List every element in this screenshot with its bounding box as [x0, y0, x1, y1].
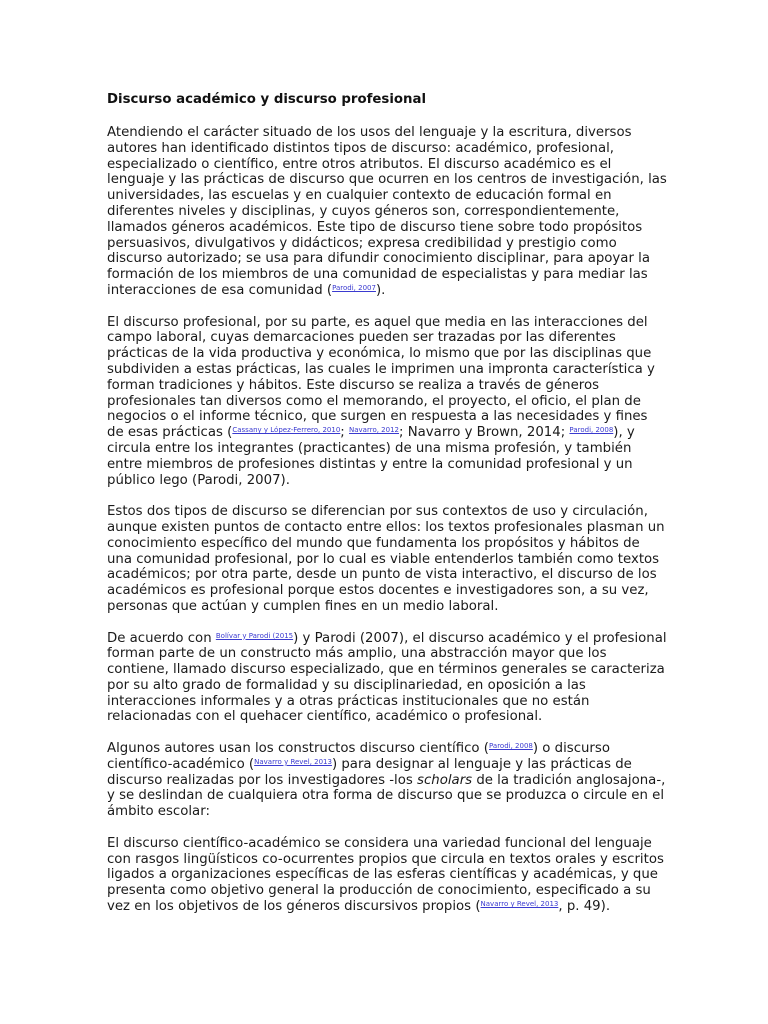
- paragraph-text: ;: [340, 425, 350, 441]
- citation-link[interactable]: Bolívar y Parodi (2015: [215, 631, 294, 640]
- paragraph-text: de la tradición anglosajona-, y se deslindan de cualquiera otra forma de discurso que se produzca o circule en el ámbito escolar:: [107, 772, 666, 820]
- document-page: [107, 92, 667, 931]
- citation-link[interactable]: Parodi, 2008: [489, 742, 533, 751]
- paragraph-academic-discourse: [107, 125, 667, 299]
- paragraph-text: El discurso profesional, por su parte, es aquel que media en las interacciones del campo laboral, cuyas demarcaciones pueden ser trazadas por las diferentes prácticas de la vida productiva y económica, lo mismo que por las disciplinas que subdividen a estas prácticas, las cuales le imprimen una impronta característica y forman tradiciones y hábitos. Este discurso se realiza a través de géneros profesionales tan diversos como el memorando, el proyecto, el oficio, el plan de negocios o el informe técnico, que surgen en respuesta a las necesidades y fines de esas prácticas (: [107, 314, 655, 441]
- paragraph-text: ) y Parodi (2007), el discurso académico y el profesional forman parte de un constructo más amplio, una abstracción mayor que los contiene, llamado discurso especializado, que en términos generales se caracteriza por su alto grado de formalidad y su disciplinariedad, en oposición a las interacciones informales y a otras prácticas institucionales que no están relacionadas con el quehacer científico, académico o profesional.: [107, 630, 667, 725]
- citation-link[interactable]: Parodi, 2007: [332, 283, 376, 292]
- paragraph-scientific-discourse: [107, 741, 667, 820]
- citation-link[interactable]: Parodi, 2008: [569, 426, 614, 435]
- citation-link[interactable]: Navarro y Revel, 2013: [480, 900, 559, 909]
- document-title: Discurso académico y discurso profesional: [107, 92, 427, 107]
- italic-term: scholars: [417, 772, 473, 788]
- paragraph-text: , p. 49).: [558, 899, 611, 915]
- paragraph-text: ) para designar al lenguaje y las prácticas de discurso realizadas por los investigadores -los: [107, 756, 632, 788]
- paragraph-text: Atendiendo el carácter situado de los usos del lenguaje y la escritura, diversos autores han identificado distintos tipos de discurso: académico, profesional, especializado o científico, entre otros atributos. El discurso académico es el lenguaje y las prácticas de discurso que ocurren en los centros de investigación, las universidades, las escuelas y en cualquier contexto de educación formal en diferentes niveles y disciplinas, y cuyos géneros son, correspondientemente, llamados géneros académicos. Este tipo de discurso tiene sobre todo propósitos persuasivos, divulgativos y didácticos; expresa credibilidad y prestigio como discurso autorizado; se usa para difundir conocimiento disciplinar, para apoyar la formación de los miembros de una comunidad de especialistas y para mediar las interacciones de esa comunidad (: [107, 125, 667, 298]
- paragraph-text: ) o discurso científico-académico (: [107, 741, 610, 772]
- paragraph-specialized-discourse: [107, 631, 667, 726]
- citation-link[interactable]: Navarro, 2012: [349, 426, 399, 435]
- paragraph-text: ; Navarro y Brown, 2014;: [399, 425, 570, 441]
- paragraph-text: Algunos autores usan los constructos discurso científico (: [107, 741, 489, 757]
- paragraph-professional-discourse: [107, 315, 667, 489]
- paragraph-text: El discurso científico-académico se considera una variedad funcional del lenguaje con rasgos lingüísticos co-ocurrentes propios que circula en textos orales y escritos ligados a organizaciones específicas de las esferas científicas y académicas, y que presenta como objetivo general la producción de conocimiento, especificado a su vez en los objetivos de los géneros discursivos propios (: [107, 835, 664, 915]
- paragraph-differences: [107, 504, 667, 615]
- paragraph-text: De acuerdo con: [107, 630, 216, 646]
- paragraph-text: Estos dos tipos de discurso se diferencian por sus contextos de uso y circulación, aunque existen puntos de contacto entre ellos: los textos profesionales plasman un conocimiento específico del mundo que fundamenta los propósitos y hábitos de una comunidad profesional, por lo cual es viable entenderlos también como textos académicos; por otra parte, desde un punto de vista interactivo, el discurso de los académicos es profesional porque estos docentes e investigadores son, a su vez, personas que actúan y cumplen fines en un medio laboral.: [107, 504, 665, 614]
- citation-link[interactable]: Cassany y López-Ferrero, 2010: [232, 426, 341, 435]
- paragraph-quote: [107, 836, 667, 915]
- paragraph-text: ), y circula entre los integrantes (practicantes) de una misma profesión, y también entre miembros de profesiones distintas y entre la comunidad profesional y un público lego (Parodi, 2007).: [107, 425, 635, 488]
- paragraph-text: ).: [375, 282, 386, 298]
- citation-link[interactable]: Navarro y Revel, 2013: [254, 757, 332, 766]
